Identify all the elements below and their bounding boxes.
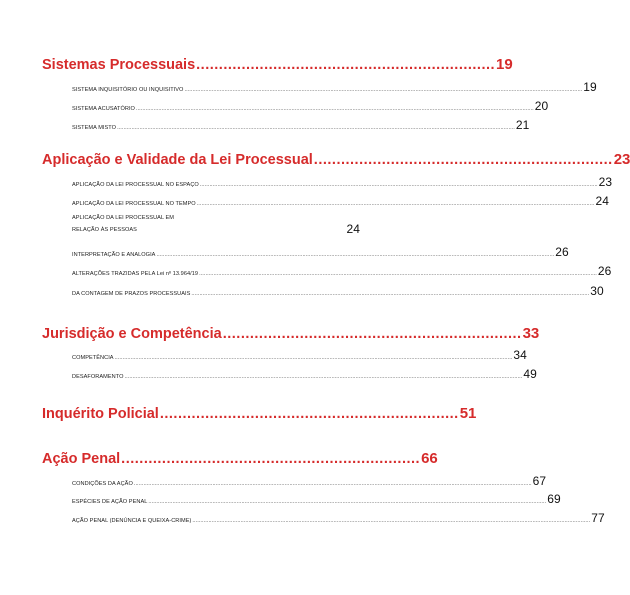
dot-leader: ........................................................................................................................................................................................................................................................: [133, 481, 532, 487]
dot-leader: ........................................................................................................................................................................................................................................................: [124, 374, 523, 380]
chapter-title: Jurisdição e Competência: [42, 326, 222, 342]
toc-entry[interactable]: [72, 511, 605, 525]
entry-label-continuation: RELAÇÃO ÀS PESSOAS: [72, 227, 137, 233]
entry-label: ALTERAÇÕES TRAZIDAS PELA Lei nº 13.964/19: [72, 271, 199, 277]
toc-entry[interactable]: [72, 212, 360, 236]
entry-label: SISTEMA ACUSATÓRIO: [72, 106, 135, 112]
chapter-title: Inquérito Policial: [42, 406, 159, 422]
toc-entry[interactable]: [72, 474, 547, 488]
toc-entry[interactable]: [72, 99, 549, 113]
entry-page-number: 34: [513, 348, 527, 362]
entry-page-number: 30: [590, 284, 604, 298]
dot-leader: ........................................................................................................................................................................................................................................................: [156, 252, 555, 258]
dot-leader: ........................................................................................................................................................................................................................................................: [184, 87, 583, 93]
entry-page-number: 24: [595, 194, 609, 208]
toc-entry[interactable]: [72, 264, 612, 278]
dot-leader: ........................................................................................................................................................................................................................................................: [117, 125, 515, 131]
toc-chapter[interactable]: [42, 56, 513, 73]
chapter-title: Sistemas Processuais: [42, 57, 196, 73]
entry-label: APLICAÇÃO DA LEI PROCESSUAL NO ESPAÇO: [72, 182, 199, 188]
chapter-page-number: 19: [496, 56, 513, 73]
chapter-page-number: 66: [421, 450, 438, 467]
dot-leader: ........................................................................................................................................................................................................................................................: [199, 271, 597, 277]
dot-leader: ........................................................................................................................................................................................................................................................: [135, 106, 534, 112]
dot-leader: ..................................................................: [196, 57, 496, 73]
toc-entry[interactable]: [72, 175, 613, 189]
dot-leader: ........................................................................................................................................................................................................................................................: [148, 499, 547, 505]
entry-page-number: 21: [515, 118, 530, 132]
entry-label: CONDIÇÕES DA AÇÃO: [72, 481, 133, 487]
dot-leader: ........................................................................................................................................................................................................................................................: [114, 355, 513, 361]
toc-entry[interactable]: [72, 245, 569, 259]
dot-leader: ........................................................................................................................................................................................................................................................: [196, 201, 595, 207]
entry-label: APLICAÇÃO DA LEI PROCESSUAL NO TEMPO: [72, 201, 196, 207]
toc-chapter[interactable]: [42, 405, 477, 422]
entry-label: AÇÃO PENAL (DENÚNCIA E QUEIXA-CRIME): [72, 518, 192, 524]
entry-label: APLICAÇÃO DA LEI PROCESSUAL EM: [72, 215, 175, 221]
entry-page-number: 26: [555, 245, 569, 259]
toc-entry[interactable]: [72, 492, 561, 506]
toc-entry[interactable]: [72, 367, 537, 381]
entry-label: SISTEMA MISTO: [72, 125, 117, 131]
dot-leader: ........................................................................................................................................................................................................................................................: [192, 518, 591, 524]
dot-leader: ........................................................................................................................................................................................................................................................: [199, 182, 598, 188]
toc-entry[interactable]: [72, 284, 604, 298]
toc-entry[interactable]: [72, 80, 597, 94]
entry-page-number: 69: [547, 492, 561, 506]
dot-leader: ..................................................................: [222, 326, 522, 342]
toc-chapter[interactable]: [42, 151, 630, 168]
chapter-title: Ação Penal: [42, 451, 121, 467]
toc-entry[interactable]: [72, 194, 609, 208]
chapter-page-number: 23: [613, 151, 630, 168]
toc-chapter[interactable]: [42, 325, 540, 342]
dot-leader: ..................................................................: [313, 152, 613, 168]
entry-page-number: 23: [598, 175, 613, 189]
dot-leader: ..................................................................: [121, 451, 421, 467]
entry-page-number: 20: [534, 99, 549, 113]
entry-page-number: 49: [523, 367, 537, 381]
entry-page-number: 19: [583, 80, 597, 94]
entry-page-number: 26: [597, 264, 612, 278]
chapter-title: Aplicação e Validade da Lei Processual: [42, 152, 313, 168]
entry-label: INTERPRETAÇÃO E ANALOGIA: [72, 252, 156, 258]
entry-page-number: 77: [591, 511, 605, 525]
entry-label: DESAFORAMENTO: [72, 374, 124, 380]
dot-leader: ..................................................................: [159, 406, 459, 422]
dot-leader: [175, 230, 346, 236]
toc-chapter[interactable]: [42, 450, 438, 467]
entry-label: ESPÉCIES DE AÇÃO PENAL: [72, 499, 148, 505]
toc-entry[interactable]: [72, 118, 530, 132]
entry-page-number: 67: [532, 474, 547, 488]
entry-label: COMPETÊNCIA: [72, 355, 114, 361]
entry-label: SISTEMA INQUISITÓRIO OU INQUISITIVO: [72, 87, 184, 93]
chapter-page-number: 51: [459, 405, 477, 422]
dot-leader: ........................................................................................................................................................................................................................................................: [191, 291, 590, 297]
chapter-page-number: 33: [522, 325, 540, 342]
toc-entry[interactable]: [72, 348, 527, 362]
entry-label: DA CONTAGEM DE PRAZOS PROCESSUAIS: [72, 291, 191, 297]
entry-page-number: 24: [346, 222, 360, 236]
